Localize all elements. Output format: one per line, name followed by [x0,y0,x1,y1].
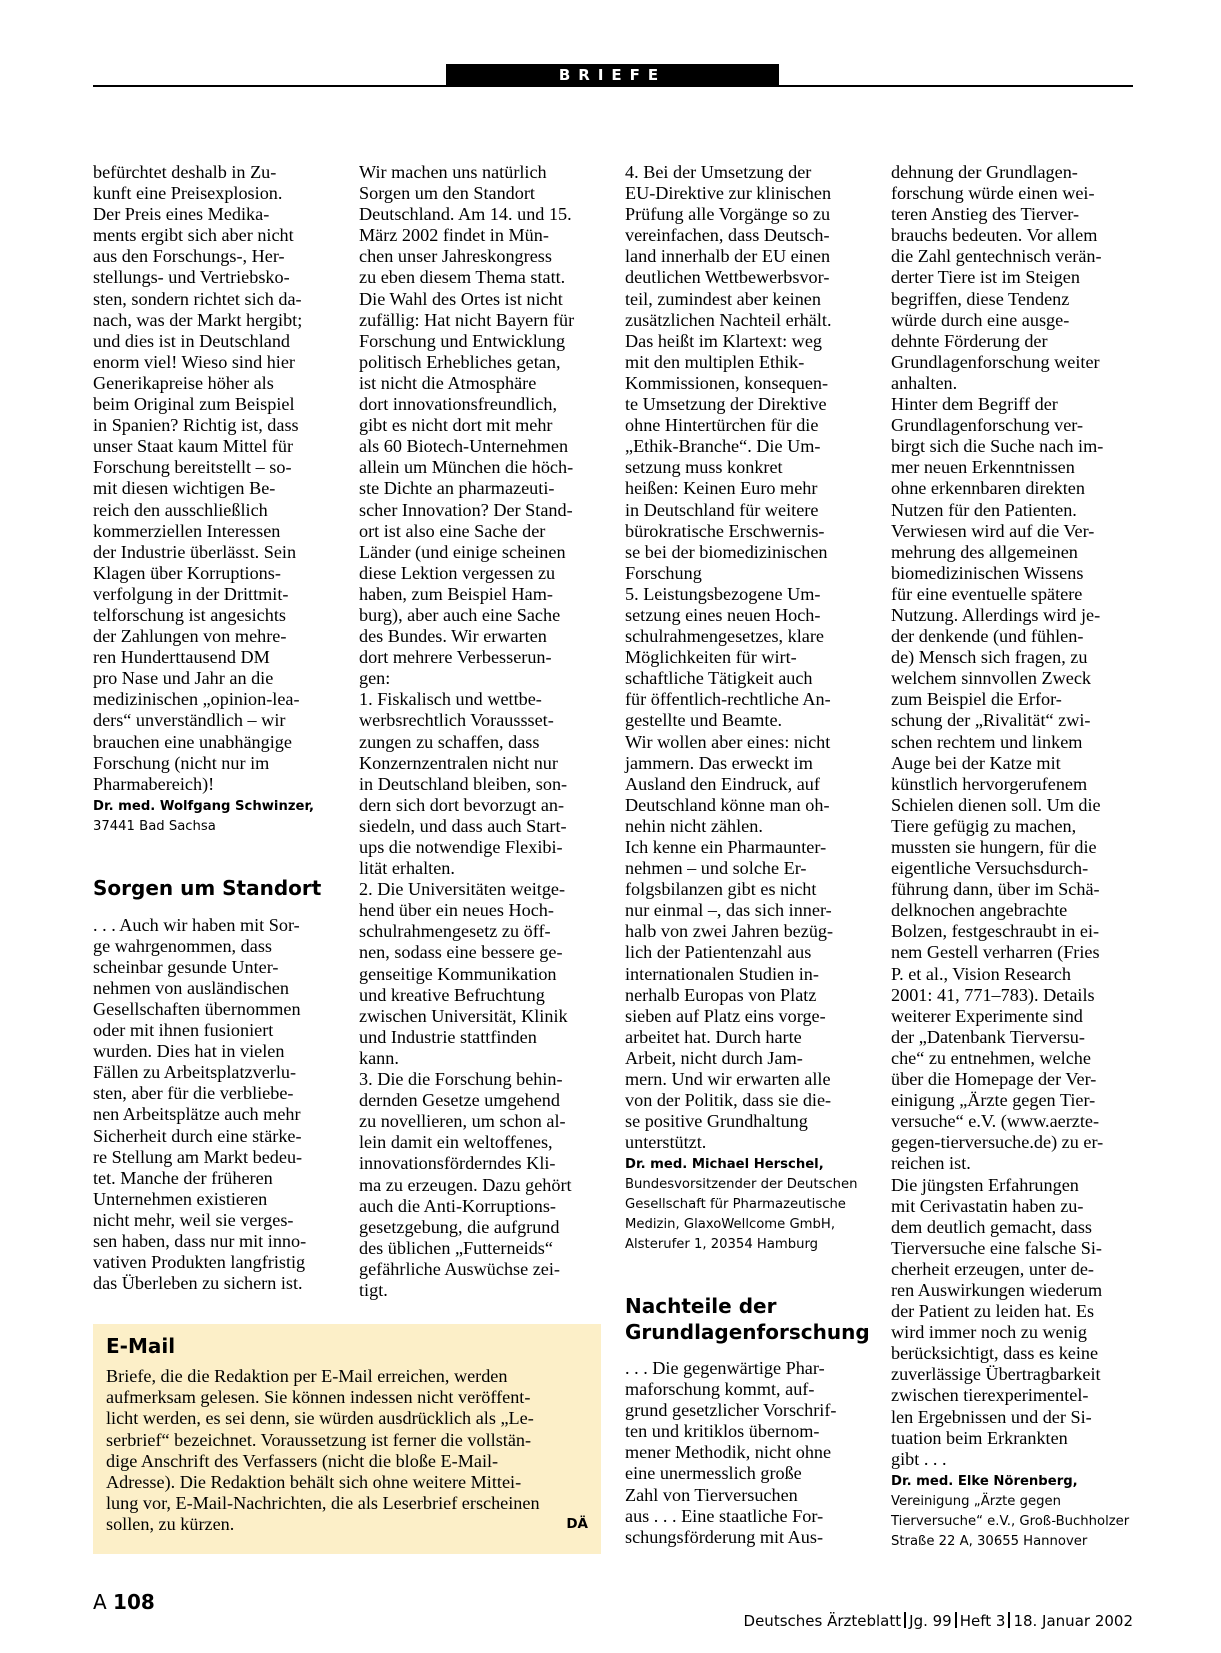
text-line: 1. Fiskalisch und wettbe- [359,689,542,710]
text-line: schulrahmengesetz zu öff- [359,921,551,942]
text-line: führung dann, über im Schä- [891,879,1100,900]
text-line: und kreative Befruchtung [359,984,545,1005]
text-line: lität erhalten. [359,858,455,879]
text-line: Bolzen, festgeschraubt in ei- [891,921,1100,942]
text-line: Möglichkeiten für wirt- [625,647,797,668]
journal-volume: Jg. 99 [909,1612,952,1630]
text-line: nen Arbeitsplätze auch mehr [93,1104,301,1125]
text-line: scheinbar gesunde Unter- [93,956,279,977]
signature-address [93,817,333,837]
text-line: gibt . . . [891,1448,947,1469]
text-line: mer neuen Erkenntnissen [891,457,1075,478]
text-line: zuverlässige Übertragbarkeit [891,1364,1101,1385]
text-line: . . . Die gegenwärtige Phar- [625,1357,825,1378]
text-line: nen, sodass eine bessere ge- [359,942,563,963]
text-line: unser Staat kaum Mittel für [93,436,294,457]
text-line: in Deutschland bleiben, son- [359,773,568,794]
text-line: Die Wahl des Ortes ist nicht [359,288,563,309]
text-line: wurden. Dies hat in vielen [93,1041,285,1062]
text-line: tuation beim Erkrankten [891,1427,1068,1448]
text-line: che“ zu entnehmen, welche [891,1047,1091,1068]
text-line: Forschung [625,562,702,583]
signature-line: Medizin, GlaxoWellcome GmbH, [625,1217,836,1233]
text-line: gestellte und Beamte. [625,710,783,731]
text-line: gesetzgebung, die aufgrund [359,1216,560,1237]
text-line: teren Anstieg des Tierver- [891,204,1080,225]
text-line: diese Lektion vergessen zu [359,562,556,583]
text-line: ups die notwendige Flexibi- [359,837,563,857]
signature [625,1155,865,1255]
text-line: delknochen angebrachte [891,900,1068,921]
footer-separator [904,1612,906,1628]
text-line: schen rechtem und linkem [891,731,1083,752]
text-line: für eine eventuelle spätere [891,583,1083,604]
text-line: innovationsförderndes Kli- [359,1153,556,1174]
section-label: BRIEFE [446,64,779,86]
text-line: nur einmal –, das sich inner- [625,900,832,921]
journal-date: 18. Januar 2002 [1013,1612,1133,1630]
text-line: mussten sie hungern, für die [891,837,1097,857]
text-line: ste Dichte an pharmazeuti- [359,478,555,499]
text-line: politisch Erhebliches getan, [359,351,561,372]
text-line: vereinfachen, dass Deutsch- [625,225,830,246]
text-line: se positive Grundhaltung [625,1111,808,1132]
text-line: maforschung kommt, auf- [625,1379,815,1400]
text-line: Deutschland. Am 14. und 15. [359,204,572,225]
text-line: der „Datenbank Tierversu- [891,1026,1085,1047]
email-notice-sign: DÄ [566,1516,588,1532]
letter-text [359,162,599,1301]
text-line: setzung eines neuen Hoch- [625,604,821,625]
text-line: lein damit ein weltoffenes, [359,1132,553,1153]
text-line: forschung würde einen wei- [891,183,1095,204]
text-line: versuche“ e.V. (www.aerzte- [891,1111,1100,1132]
text-line: ohne erkennbaren direkten [891,478,1085,499]
text-line: kommerziellen Interessen [93,520,281,541]
text-line: vativen Produkten langfristig [93,1252,306,1273]
text-line: scher Innovation? Der Stand- [359,499,573,520]
letter-text [625,1358,865,1548]
text-line: folgsbilanzen gibt es nicht [625,879,817,900]
text-line: der Patient zu leiden hat. Es [891,1301,1095,1322]
text-line: gegen-tierversuche.de) zu er- [891,1132,1104,1153]
text-line: Gesellschaften übernommen [93,999,301,1019]
text-line: reich den ausschließlich [93,499,268,520]
text-line: aus den Forschungs-, Her- [93,246,285,267]
text-line: birgt sich die Suche nach im- [891,436,1104,457]
text-line: eine unermesslich große [625,1463,802,1484]
text-line: welchem sinnvollen Zweck [891,668,1092,689]
text-line: nerhalb Europas von Platz [625,984,817,1005]
signature-name: Dr. med. Michael Herschel, [625,1157,824,1173]
signature-line: Tierversuche“ e.V., Groß-Buchholzer [891,1513,1130,1529]
text-line: sollen, zu kürzen. [106,1514,235,1535]
signature-name: Dr. med. Elke Nörenberg, [891,1473,1078,1489]
text-line: setzung muss konkret [625,457,783,478]
page-prefix: A [93,1590,107,1614]
text-line: Tierversuche eine falsche Si- [891,1237,1102,1258]
text-line: mehrung des allgemeinen [891,541,1078,562]
text-line: oder mit ihnen fusioniert [93,1020,274,1041]
column-3 [625,162,870,1548]
text-line: schung der „Rivalität“ zwi- [891,710,1091,731]
text-line: ren Auswirkungen wiederum [891,1279,1103,1300]
text-line: haben, zum Beispiel Ham- [359,583,553,604]
text-line: pro Nase und Jahr an die [93,668,274,689]
text-line: medizinischen „opinion-lea- [93,689,300,710]
text-line: dort mehrere Verbesserun- [359,647,552,668]
text-line: ders“ unverständlich – wir [93,710,286,731]
text-line: unterstützt. [625,1132,707,1153]
text-line: allein um München die höch- [359,457,574,478]
letter-text [93,915,333,1295]
text-line: ist nicht die Atmosphäre [359,372,537,393]
text-line: sen haben, dass nur mit inno- [93,1231,307,1252]
text-line: anhalten. [891,372,958,393]
text-line: ge wahrgenommen, dass [93,935,272,956]
text-line: zufällig: Hat nicht Bayern für [359,309,575,330]
journal-issue: Heft 3 [959,1612,1006,1630]
text-line: dehnung der Grundlagen- [891,162,1078,182]
text-line: dort innovationsfreundlich, [359,394,558,415]
text-line: zu novellieren, um schon al- [359,1111,566,1132]
text-line: derter Tiere ist im Steigen [891,267,1080,288]
text-line: Zahl von Tierversuchen [625,1484,798,1505]
text-line: und dies ist in Deutschland [93,330,291,351]
text-line: zwischen tierexperimentel- [891,1385,1089,1406]
text-line: 5. Leistungsbezogene Um- [625,583,821,604]
text-line: sten, aber für die verbliebe- [93,1083,294,1104]
text-line: Klagen über Korruptions- [93,562,281,583]
signature [93,797,333,837]
text-line: Tiere gefügig zu machen, [891,815,1077,836]
page-number [93,1590,155,1614]
text-line: Fällen zu Arbeitsplatzverlu- [93,1062,297,1083]
text-line: von der Politik, dass sie die- [625,1090,832,1111]
text-line: grund gesetzlicher Vorschrif- [625,1400,837,1421]
text-line: ma zu erzeugen. Dazu gehört [359,1174,572,1195]
text-line: „Ethik-Branche“. Die Um- [625,436,821,457]
text-line: zu eben diesem Thema statt. [359,267,566,288]
signature-address [891,1492,1131,1552]
text-line: nehin nicht zählen. [625,815,763,836]
text-line: Sorgen um den Standort [359,183,535,204]
text-line: land innerhalb der EU einen [625,246,831,267]
text-line: lich der Patientenzahl aus [625,942,812,963]
letter-text [625,162,865,1153]
text-line: künstlich hervorgerufenem [891,773,1088,794]
text-line: des üblichen „Futterneids“ [359,1237,553,1258]
text-line: dern sich dort bevorzugt an- [359,794,565,815]
text-line: Sicherheit durch eine stärke- [93,1125,302,1146]
page-number-value: 108 [113,1590,155,1614]
text-line: der Industrie überlässt. Sein [93,541,297,562]
text-line: genseitige Kommunikation [359,963,557,984]
text-line: arbeitet hat. Durch harte [625,1026,802,1047]
text-line: in Spanien? Richtig ist, dass [93,415,299,436]
signature-line: Vereinigung „Ärzte gegen [891,1493,1061,1509]
text-line: ren Hunderttausend DM [93,647,270,668]
text-line: gibt es nicht dort mit mehr [359,415,553,436]
text-line: ohne Hintertürchen für die [625,415,819,436]
text-line: deutlichen Wettbewerbsvor- [625,267,830,288]
text-line: Verwiesen wird auf die Ver- [891,520,1095,541]
text-line: halb von zwei Jahren bezüg- [625,921,834,942]
text-line: kunft eine Preisexplosion. [93,183,283,204]
text-line: bürokratische Erschwernis- [625,520,825,541]
letter-text [891,162,1131,1470]
text-line: Prüfung alle Vorgänge so zu [625,204,831,225]
text-line: des Bundes. Wir erwarten [359,626,547,647]
text-line: gefährliche Auswüchse zei- [359,1258,560,1279]
text-line: brauchen eine unabhängige [93,731,292,752]
text-line: zusätzlichen Nachteil erhält. [625,309,832,330]
email-notice-title: E-Mail [106,1334,176,1358]
letter-heading: Sorgen um Standort [93,875,322,900]
text-line: nehmen – und solche Er- [625,858,807,879]
text-line: ten und kritiklos übernom- [625,1421,820,1442]
text-line: Grundlagenforschung weiter [891,351,1100,372]
text-line: nehmen von ausländischen [93,977,289,998]
text-line: Deutschland könne man oh- [625,794,830,815]
text-line: Nutzen für den Patienten. [891,499,1077,520]
text-line: dem deutlich gemacht, dass [891,1216,1093,1237]
text-line: zwischen Universität, Klinik [359,1005,568,1026]
text-line: re Stellung am Markt bedeu- [93,1146,303,1167]
text-line: Grundlagenforschung ver- [891,415,1084,436]
text-line: der denkende (und fühlen- [891,626,1084,647]
text-line: Generikapreise höher als [93,372,274,393]
text-line: licht werden, es sei denn, sie würden ausdrücklich als „Le- [106,1408,534,1429]
text-line: mener Methodik, nicht ohne [625,1442,832,1463]
text-line: dernden Gesetze umgehend [359,1090,560,1111]
text-line: befürchtet deshalb in Zu- [93,162,277,182]
text-line: Ich kenne ein Pharmaunter- [625,837,827,857]
text-line: Forschung bereitstellt – so- [93,457,292,478]
text-line: einigung „Ärzte gegen Tier- [891,1090,1096,1111]
text-line: schungsförderung mit Aus- [625,1526,824,1547]
text-line: heißen: Keinen Euro mehr [625,478,818,499]
text-line: se bei der biomedizinischen [625,541,828,562]
text-line: P. et al., Vision Research [891,963,1071,984]
text-line: aus . . . Eine staatliche For- [625,1505,824,1526]
text-line: Pharmabereich)! [93,773,215,794]
text-line: Konzernzentralen nicht nur [359,752,558,773]
text-line: telforschung ist angesichts [93,604,286,625]
column-4 [891,162,1131,1551]
text-line: 2. Die Universitäten weitge- [359,879,566,900]
text-line: mit Cerivastatin haben zu- [891,1195,1084,1216]
signature-line: Bundesvorsitzender der Deutschen [625,1177,858,1193]
text-line: aufmerksam gelesen. Sie können indessen nicht veröffent- [106,1387,531,1408]
text-line: ments ergibt sich aber nicht [93,225,294,246]
text-line: Arbeit, nicht durch Jam- [625,1047,803,1068]
text-line: schaftliche Tätigkeit auch [625,668,813,689]
signature-name: Dr. med. Wolfgang Schwinzer, [93,798,315,814]
text-line: biomedizinischen Wissens [891,562,1084,583]
text-line: die Zahl gentechnisch verän- [891,246,1102,267]
signature [891,1472,1131,1552]
text-line: tet. Manche der früheren [93,1167,273,1188]
text-line: siedeln, und dass auch Start- [359,815,567,836]
text-line: tigt. [359,1279,388,1300]
text-line: Wir machen uns natürlich [359,162,547,182]
text-line: . . . Auch wir haben mit Sor- [93,914,300,935]
text-line: teil, zumindest aber keinen [625,288,821,309]
text-line: auch die Anti-Korruptions- [359,1195,556,1216]
text-line: Länder (und einige scheinen [359,541,566,562]
text-line: Adresse). Die Redaktion behält sich ohne weitere Mittei- [106,1472,522,1493]
text-line: Kommissionen, konsequen- [625,372,829,393]
journal-name: Deutsches Ärzteblatt [743,1612,902,1630]
letter-text [93,162,333,795]
text-line: 3. Die die Forschung behin- [359,1069,563,1090]
signature-line: Straße 22 A, 30655 Hannover [891,1533,1088,1549]
text-line: zum Beispiel die Erfor- [891,689,1062,710]
column-2 [359,162,599,1301]
text-line: als 60 Biotech-Unternehmen [359,436,569,457]
text-line: internationalen Studien in- [625,963,819,984]
text-line: nach, was der Markt hergibt; [93,309,303,330]
text-line: nicht mehr, weil sie verges- [93,1209,294,1230]
text-line: beim Original zum Beispiel [93,394,295,415]
text-line: EU-Direktive zur klinischen [625,183,832,204]
text-line: mit den multiplen Ethik- [625,351,805,372]
signature-line: Gesellschaft für Pharmazeutische [625,1197,846,1213]
text-line: der Zahlungen von mehre- [93,626,287,647]
text-line: begriffen, diese Tendenz [891,288,1070,309]
email-notice-text [106,1366,590,1536]
signature-line: 37441 Bad Sachsa [93,818,216,834]
column-1 [93,162,333,1294]
text-line: cherheit erzeugen, unter de- [891,1258,1094,1279]
text-line: Die jüngsten Erfahrungen [891,1174,1079,1195]
text-line: schulrahmengesetzes, klare [625,626,824,647]
text-line: ort ist also eine Sache der [359,520,546,541]
text-line: Ausland den Eindruck, auf [625,773,820,794]
letter-heading: Nachteile der Grundlagenforschung [625,1293,870,1344]
text-line: dehnte Förderung der [891,330,1048,351]
text-line: Nutzung. Allerdings wird je- [891,604,1101,625]
text-line: eigentliche Versuchsdurch- [891,858,1089,879]
text-line: brauchs bedeuten. Vor allem [891,225,1098,246]
text-line: berücksichtigt, dass es keine [891,1343,1099,1364]
text-line: 4. Bei der Umsetzung der [625,162,812,182]
text-line: de) Mensch sich fragen, zu [891,647,1088,668]
text-line: sten, sondern richtet sich da- [93,288,302,309]
text-line: dige Anschrift des Verfassers (nicht die bloße E-Mail- [106,1450,499,1471]
text-line: für öffentlich-rechtliche An- [625,689,831,710]
text-line: wird immer noch zu wenig [891,1322,1087,1343]
text-line: über die Homepage der Ver- [891,1069,1097,1090]
text-line: burg), aber auch eine Sache [359,604,561,625]
text-line: Das heißt im Klartext: weg [625,330,822,351]
footer-separator [955,1612,957,1628]
text-line: hend über ein neues Hoch- [359,900,554,921]
text-line: Unternehmen existieren [93,1188,268,1209]
text-line: gen: [359,668,391,689]
text-line: stellungs- und Vertriebsko- [93,267,290,288]
text-line: verfolgung in der Drittmit- [93,583,289,604]
text-line: März 2002 findet in Mün- [359,225,549,246]
text-line: Briefe, die die Redaktion per E-Mail erreichen, werden [106,1366,508,1386]
text-line: te Umsetzung der Direktive [625,394,827,415]
text-line: 2001: 41, 771–783). Details [891,984,1095,1005]
text-line: Forschung und Entwicklung [359,330,566,351]
text-line: würde durch eine ausge- [891,309,1070,330]
text-line: kann. [359,1047,399,1068]
text-line: werbsrechtlich Voraussset- [359,710,554,731]
text-line: jammern. Das erweckt im [625,752,813,773]
text-line: das Überleben zu sichern ist. [93,1273,303,1294]
journal-footer [734,1594,1133,1630]
text-line: weiterer Experimente sind [891,1005,1083,1026]
text-line: enorm viel! Wieso sind hier [93,351,295,372]
email-notice-box [93,1324,601,1554]
text-line: Schielen dienen soll. Um die [891,794,1101,815]
text-line: sieben auf Platz eins vorge- [625,1005,826,1026]
text-line: chen unser Jahreskongress [359,246,552,267]
signature-address [625,1175,865,1255]
text-line: Auge bei der Katze mit [891,752,1061,773]
text-line: serbrief“ bezeichnet. Voraussetzung ist ferner die vollstän- [106,1429,532,1450]
text-line: und Industrie stattfinden [359,1026,537,1047]
text-line: lung vor, E-Mail-Nachrichten, die als Leserbrief erscheinen [106,1493,540,1514]
text-line: Wir wollen aber eines: nicht [625,731,831,752]
text-line: mit diesen wichtigen Be- [93,478,276,499]
signature-line: Alsterufer 1, 20354 Hamburg [625,1237,819,1253]
text-line: len Ergebnissen und der Si- [891,1406,1092,1427]
text-line: Hinter dem Begriff der [891,394,1058,415]
text-line: mern. Und wir erwarten alle [625,1069,831,1090]
text-line: Der Preis eines Medika- [93,204,270,225]
text-line: Forschung (nicht nur im [93,752,270,773]
text-line: in Deutschland für weitere [625,499,819,520]
text-line: zungen zu schaffen, dass [359,731,540,752]
text-line: reichen ist. [891,1153,971,1174]
footer-separator [1008,1612,1010,1628]
text-line: nem Gestell verharren (Fries [891,942,1100,963]
